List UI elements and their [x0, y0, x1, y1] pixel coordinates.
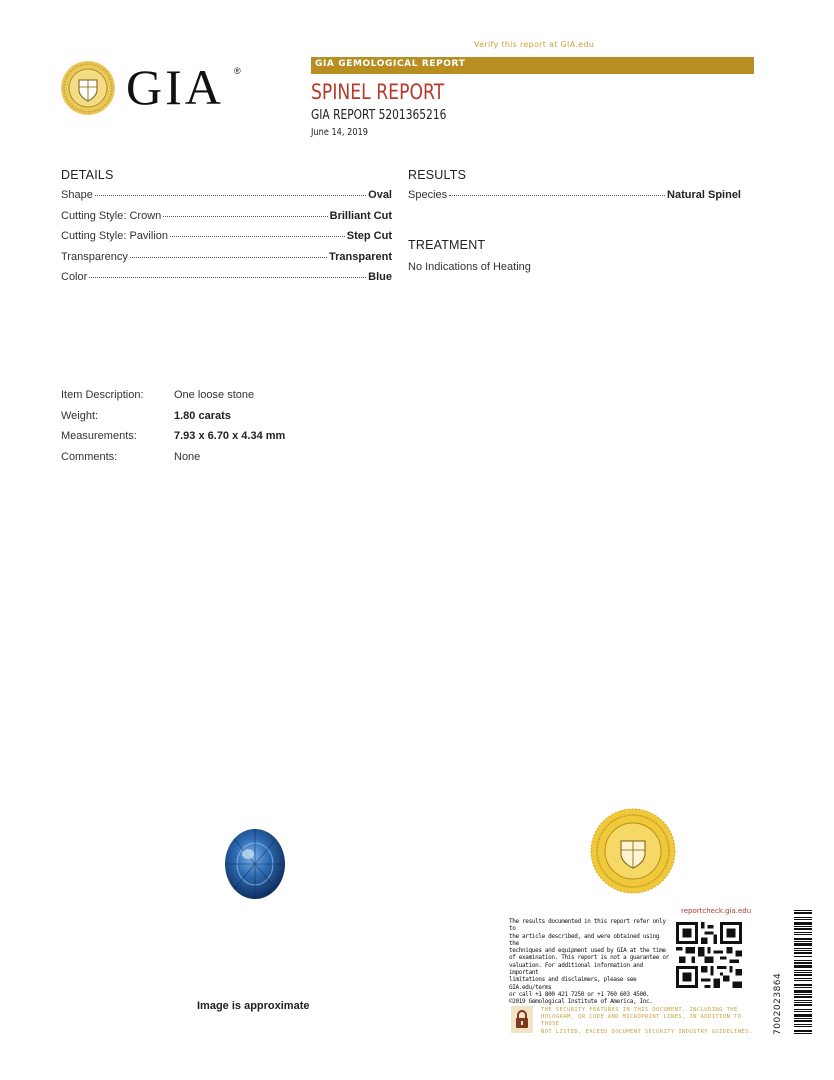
- security-notice: [541, 1007, 755, 1036]
- result-label: Species: [408, 189, 448, 201]
- results-heading: RESULTS: [408, 168, 467, 182]
- item-label: Item Description:: [61, 389, 144, 402]
- verify-link[interactable]: Verify this report at GIA.edu: [474, 40, 595, 49]
- spinel-stone-image: [224, 828, 286, 900]
- detail-label: Color: [61, 271, 88, 283]
- detail-value: Step Cut: [346, 230, 392, 242]
- treatment-heading: TREATMENT: [408, 238, 486, 252]
- detail-value: Blue: [368, 271, 392, 283]
- detail-row-transparency: [61, 251, 392, 265]
- details-list: [61, 189, 392, 292]
- detail-label: Shape: [61, 189, 93, 201]
- item-row: [61, 447, 285, 468]
- banner-text: GIA GEMOLOGICAL REPORT: [315, 59, 466, 69]
- detail-value: Transparent: [329, 250, 392, 263]
- disclaimer-line: ©2019 Gemological Institute of America, Inc.: [509, 998, 653, 1006]
- details-heading: DETAILS: [61, 168, 114, 182]
- detail-row-pavilion: [61, 230, 392, 244]
- report-title: SPINEL REPORT: [311, 80, 445, 104]
- item-value: One loose stone: [174, 389, 255, 402]
- barcode-icon: [794, 910, 812, 1034]
- reportcheck-link[interactable]: reportcheck.gia.edu: [681, 907, 752, 915]
- qr-code-icon[interactable]: [676, 922, 742, 988]
- item-row: [61, 385, 285, 406]
- item-value: 7.93 x 6.70 x 4.34 mm: [174, 430, 286, 443]
- result-value: Natural Spinel: [667, 189, 741, 201]
- image-caption: Image is approximate: [197, 1000, 310, 1012]
- disclaimer-line: or call +1 800 421 7250 or +1 760 603 4500.: [509, 990, 650, 998]
- item-value: 1.80 carats: [174, 409, 231, 422]
- registered-mark: ®: [234, 66, 241, 76]
- report-number: GIA REPORT 5201365216: [311, 108, 447, 123]
- detail-row-crown: [61, 210, 392, 224]
- detail-label: Cutting Style: Pavilion: [61, 230, 168, 242]
- detail-row-color: [61, 271, 392, 285]
- treatment-text: No Indications of Heating: [408, 261, 531, 273]
- detail-label: Transparency: [61, 250, 128, 263]
- report-date: June 14, 2019: [311, 127, 368, 138]
- detail-value: Oval: [368, 189, 392, 201]
- disclaimer-line: of examination. This report is not a guarantee or: [509, 954, 669, 962]
- disclaimer-line: techniques and equipment used by GIA at the time: [509, 947, 666, 955]
- security-line: THE SECURITY FEATURES IN THIS DOCUMENT, INCLUDING THE: [541, 1007, 738, 1013]
- security-line: NOT LISTED, EXCEED DOCUMENT SECURITY INDUSTRY GUIDELINES.: [541, 1028, 753, 1035]
- item-label: Comments:: [61, 450, 118, 463]
- item-row: [61, 406, 285, 427]
- results-list: [408, 189, 741, 203]
- disclaimer-line: limitations and disclaimers, please see GIA.edu/terms: [509, 976, 637, 991]
- item-row: [61, 426, 285, 447]
- serial-number: 7002023864: [773, 972, 783, 1035]
- detail-value: Brilliant Cut: [329, 209, 392, 222]
- gia-logo: GIA: [126, 59, 224, 115]
- detail-label: Cutting Style: Crown: [61, 209, 162, 222]
- item-label: Measurements:: [61, 430, 137, 443]
- item-table: [61, 385, 285, 467]
- result-row-species: [408, 189, 741, 203]
- disclaimer-line: valuation. For additional information and important: [509, 961, 643, 977]
- security-line: HOLOGRAM, QR CODE AND MICROPRINT LINES, IN ADDITION TO THOSE: [541, 1014, 742, 1028]
- lock-icon: [511, 1006, 533, 1033]
- gia-seal-icon: [60, 60, 116, 116]
- detail-row-shape: [61, 189, 392, 203]
- disclaimer-text: [509, 918, 669, 1006]
- disclaimer-line: the article described, and were obtained using the: [509, 932, 660, 947]
- disclaimer-line: The results documented in this report refer only to: [509, 918, 666, 933]
- item-label: Weight:: [61, 409, 99, 422]
- item-value: None: [174, 450, 201, 463]
- gia-gold-seal-icon: [590, 808, 676, 894]
